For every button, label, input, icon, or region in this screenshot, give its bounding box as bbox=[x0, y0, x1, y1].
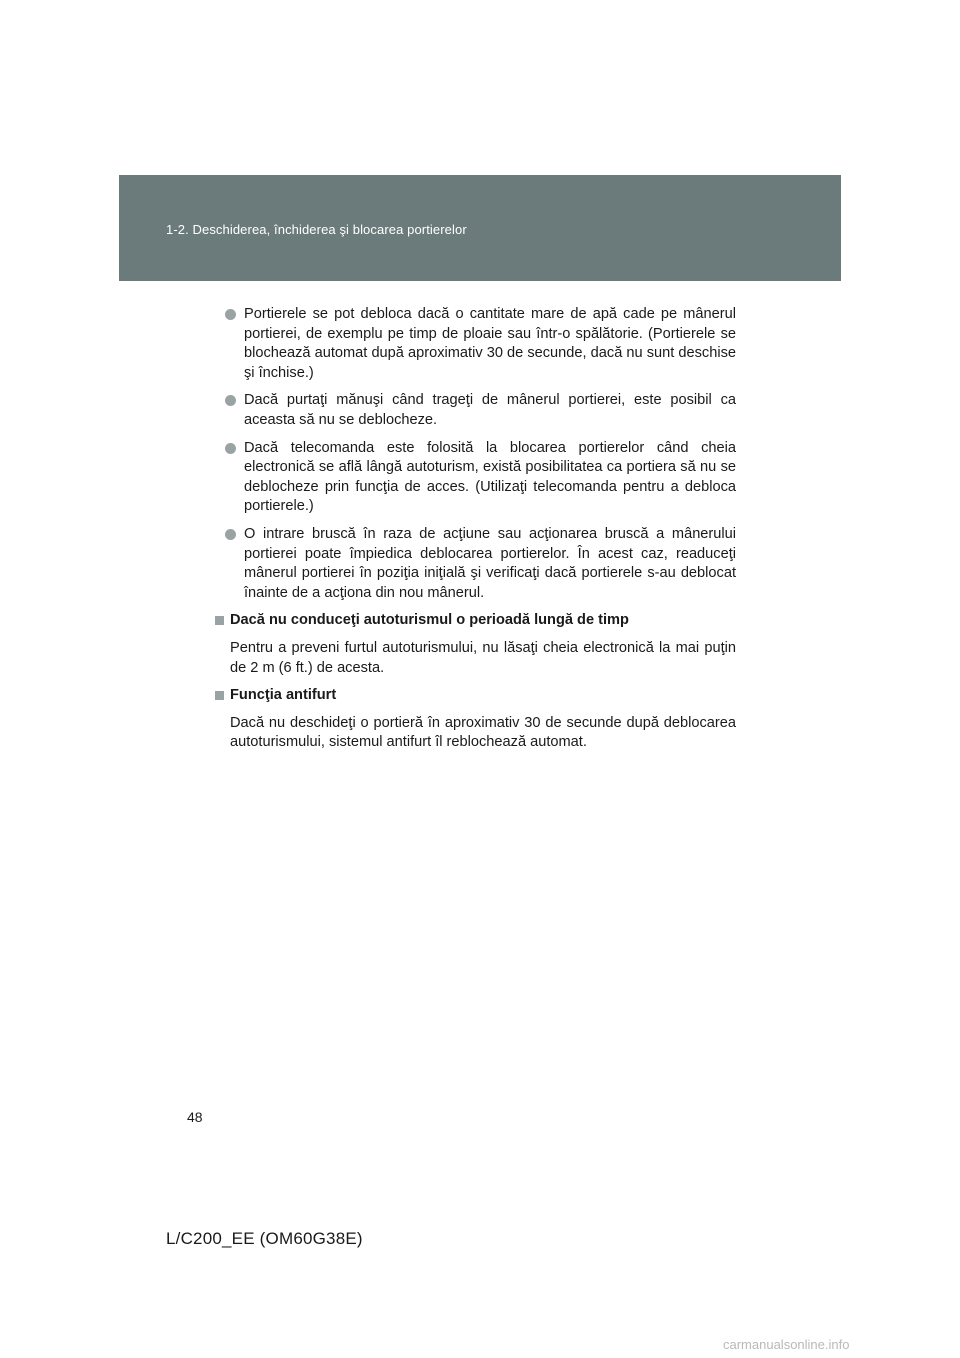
section-heading bbox=[214, 686, 736, 706]
list-item bbox=[214, 525, 736, 603]
section-body: Pentru a preveni furtul autoturismului, nu lăsaţi cheia electronică la mai puţin de 2 m (6 ft.) de acesta. bbox=[230, 639, 736, 676]
watermark-text: carmanualsonline.info bbox=[723, 1337, 850, 1352]
section-heading-text: Funcţia antifurt bbox=[230, 687, 337, 704]
square-bullet-icon bbox=[215, 616, 224, 625]
bullet-text: O intrare bruscă în raza de acţiune sau acţionarea bruscă a mânerului portierei poate împiedica deblocarea portierelor. În acest caz, readuceţi mânerul portierei în poziţia iniţială şi verificaţi dacă portierele s-au deblocat înainte de a acţiona din nou mânerul. bbox=[244, 525, 736, 601]
page-content bbox=[214, 305, 736, 761]
circle-bullet-icon bbox=[225, 309, 236, 320]
circle-bullet-icon bbox=[225, 443, 236, 454]
list-item bbox=[214, 305, 736, 383]
section-heading-text: Dacă nu conduceţi autoturismul o perioadă lungă de timp bbox=[230, 612, 629, 629]
circle-bullet-icon bbox=[225, 529, 236, 540]
bullet-text: Portierele se pot debloca dacă o cantitate mare de apă cade pe mânerul portierei, de exemplu pe timp de ploaie sau într-o spălătorie. (Portierele se blochează automat după aproximativ 30 de secunde, dacă nu sunt deschise şi închise.) bbox=[244, 306, 736, 381]
list-item bbox=[214, 439, 736, 517]
section-long-parking bbox=[214, 611, 736, 678]
section-body: Dacă nu deschideţi o portieră în aproximativ 30 de secunde după deblocarea autoturismului, sistemul antifurt îl reblochează automat. bbox=[230, 714, 736, 751]
page-number: 48 bbox=[187, 1109, 203, 1125]
section-antitheft bbox=[214, 686, 736, 753]
header-band bbox=[119, 175, 841, 281]
list-item bbox=[214, 391, 736, 430]
document-code: L/C200_EE (OM60G38E) bbox=[166, 1229, 363, 1248]
section-heading bbox=[214, 611, 736, 631]
bullet-text: Dacă telecomanda este folosită la blocarea portierelor când cheia electronică se află lângă autoturism, există posibilitatea ca portiera să nu se deblocheze prin funcţia de acces. (Utilizaţi telecomanda pentru a debloca portierele.) bbox=[244, 439, 736, 515]
square-bullet-icon bbox=[215, 691, 224, 700]
bullet-text: Dacă purtaţi mănuşi când trageţi de mânerul portierei, este posibil ca aceasta să nu se deblocheze. bbox=[244, 392, 736, 428]
section-title: 1-2. Deschiderea, închiderea şi blocarea portierelor bbox=[166, 222, 467, 237]
circle-bullet-icon bbox=[225, 395, 236, 406]
